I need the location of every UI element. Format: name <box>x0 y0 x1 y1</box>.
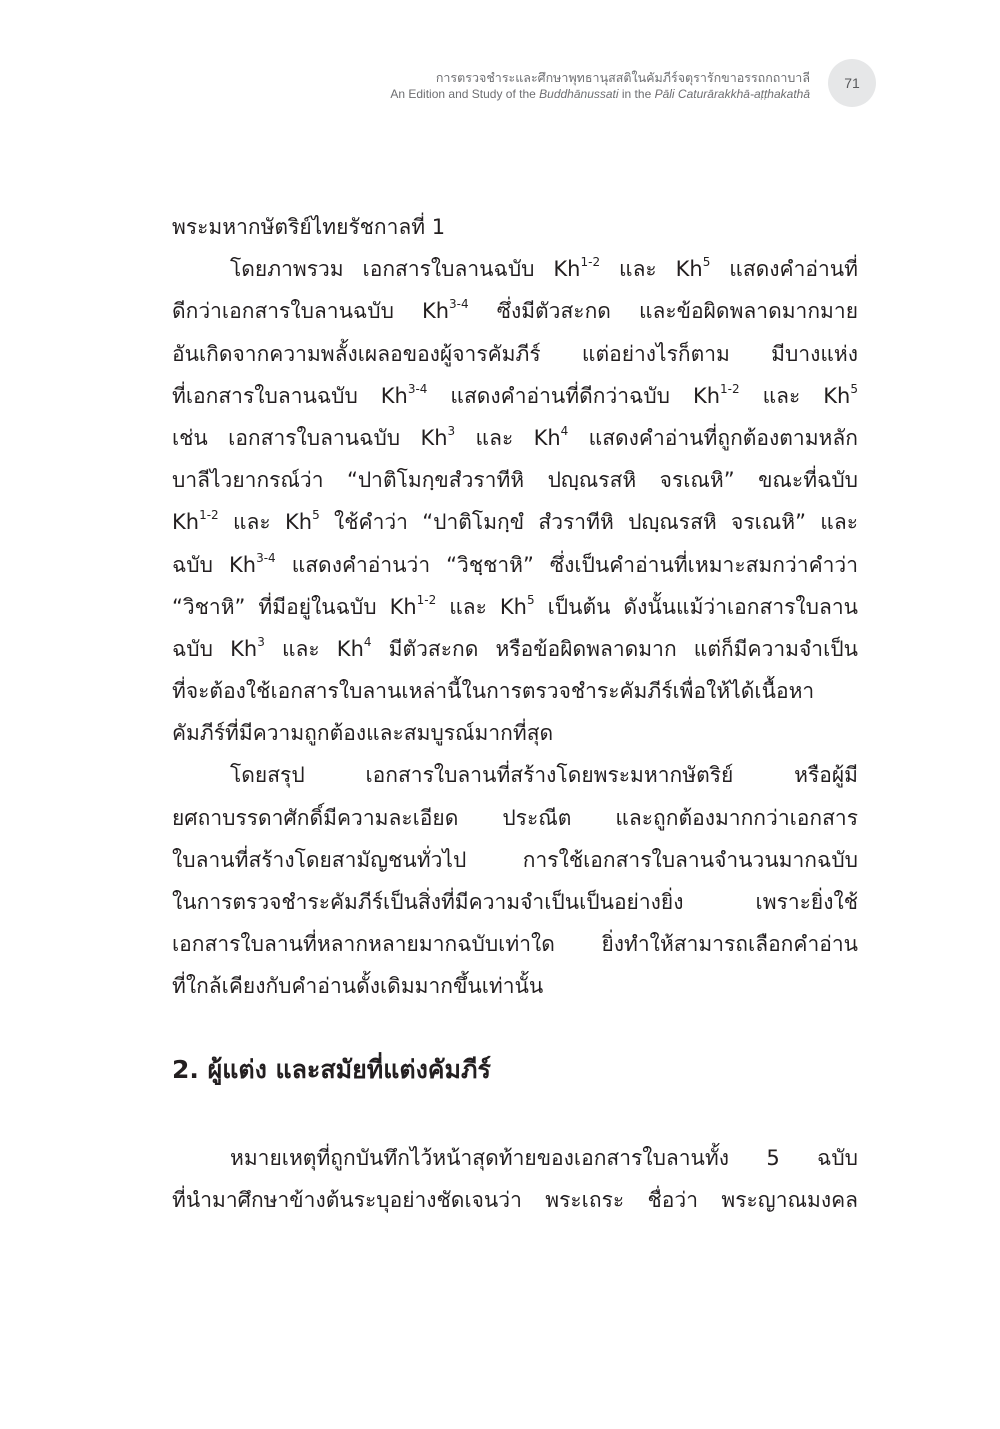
superscript: 1-2 <box>199 508 219 523</box>
paragraph-line: เช่น เอกสารใบลานฉบับ Kh$^3$ และ Kh$^4$ แสดงคำอ่านที่ถูกต้องตามหลัก <box>172 423 858 450</box>
superscript: 3-4 <box>449 297 469 312</box>
paragraph-line: ในการตรวจชำระคัมภีร์เป็นสิ่งที่มีความจำเป็นเป็นอย่างยิ่ง เพราะยิ่งใช้ <box>172 890 858 914</box>
superscript: 3-4 <box>256 550 276 565</box>
main-text <box>172 206 858 1008</box>
paragraph-line: ที่เอกสารใบลานฉบับ Kh$^{3-4}$ แสดงคำอ่านที่ดีกว่าฉบับ Kh$^{1-2}$ และ Kh$^5$ <box>172 381 858 408</box>
paragraph-line: เอกสารใบลานที่หลากหลายมากฉบับเท่าใด ยิ่งทำให้สามารถเลือกคำอ่าน <box>172 932 858 957</box>
paragraph-line: บาลีไวยากรณ์ว่า “ปาติโมกฺขสํวราทีหิ ปญฺณรสหิ จรเณหิ” ขณะที่ฉบับ <box>172 468 858 493</box>
superscript: 4 <box>560 423 569 438</box>
superscript: 3 <box>447 423 456 438</box>
header-en-italic: Buddhānussati <box>539 87 619 101</box>
paragraph-line: คัมภีร์ที่มีความถูกต้องและสมบูรณ์มากที่สุด <box>172 721 554 746</box>
superscript: 1-2 <box>416 592 437 607</box>
paragraph-line: ฉบับ Kh$^3$ และ Kh$^4$ มีตัวสะกด หรือข้อผิดพลาดมาก แต่ก็มีความจำเป็น <box>172 634 858 661</box>
page-number: 71 <box>828 59 876 107</box>
paragraph-line: โดยภาพรวม เอกสารใบลานฉบับ Kh$^{1-2}$ และ Kh$^5$ แสดงคำอ่านที่ <box>230 255 858 282</box>
section-text <box>172 1137 858 1221</box>
superscript: 1-2 <box>580 255 601 269</box>
header-en-italic: Pāli Caturārakkhā-aṭṭhakathā <box>654 87 810 101</box>
header-title-thai: การตรวจชำระและศึกษาพุทธานุสสติในคัมภีร์จตุรารักขาอรรถกถาบาลี <box>435 70 810 85</box>
superscript: 5 <box>702 255 711 269</box>
paragraph-line: Kh$^{1-2}$ และ Kh$^5$ ใช้คำว่า “ปาติโมกฺขํ สํวราทีหิ ปญฺณรสหิ จรเณหิ” และ <box>172 508 858 535</box>
paragraph-line: ที่จะต้องใช้เอกสารใบลานเหล่านี้ในการตรวจชำระคัมภีร์เพื่อให้ได้เนื้อหา <box>172 679 815 704</box>
header-title-english <box>250 86 810 102</box>
paragraph-line: ฉบับ Kh$^{3-4}$ แสดงคำอ่านว่า “วิชฺชาหิ” ซึ่งเป็นคำอ่านที่เหมาะสมกว่าคำว่า <box>172 550 858 577</box>
header-en-part: in the <box>618 87 655 101</box>
running-header <box>250 70 810 102</box>
paragraph-line: ดีกว่าเอกสารใบลานฉบับ Kh$^{3-4}$ ซึ่งมีตัวสะกด และข้อผิดพลาดมากมาย <box>172 297 858 324</box>
section-heading: 2. ผู้แต่ง และสมัยที่แต่งคัมภีร์ <box>172 1055 491 1084</box>
superscript: 3 <box>257 634 265 649</box>
superscript: 1-2 <box>720 381 740 396</box>
superscript: 5 <box>312 508 320 523</box>
paragraph-line: ที่ใกล้เคียงกับคำอ่านดั้งเดิมมากขึ้นเท่านั้น <box>172 974 544 999</box>
paragraph-line: โดยสรุป เอกสารใบลานที่สร้างโดยพระมหากษัตริย์ หรือผู้มี <box>230 763 858 788</box>
paragraph-line: อันเกิดจากความพลั้งเผลอของผู้จารคัมภีร์ แต่อย่างไรก็ตาม มีบางแห่ง <box>172 341 858 366</box>
paragraph-line: ยศถาบรรดาศักดิ์มีความละเอียด ประณีต และถูกต้องมากกว่าเอกสาร <box>172 805 858 830</box>
header-en-part: An Edition and Study of the <box>390 87 540 101</box>
superscript: 3-4 <box>407 381 428 396</box>
paragraph-line: หมายเหตุที่ถูกบันทึกไว้หน้าสุดท้ายของเอกสารใบลานทั้ง 5 ฉบับ <box>230 1146 858 1170</box>
paragraph-line: พระมหากษัตริย์ไทยรัชกาลที่ 1 <box>172 215 446 239</box>
superscript: 5 <box>526 592 535 607</box>
superscript: 4 <box>363 634 372 649</box>
superscript: 5 <box>850 381 858 396</box>
paragraph-line: ใบลานที่สร้างโดยสามัญชนทั่วไป การใช้เอกสารใบลานจำนวนมากฉบับ <box>172 847 858 872</box>
paragraph-line: “วิชาหิ” ที่มีอยู่ในฉบับ Kh$^{1-2}$ และ Kh$^5$ เป็นต้น ดังนั้นแม้ว่าเอกสารใบลาน <box>172 592 858 619</box>
paragraph-line: ที่นำมาศึกษาข้างต้นระบุอย่างชัดเจนว่า พระเถระ ชื่อว่า พระญาณมงคล <box>172 1188 858 1213</box>
